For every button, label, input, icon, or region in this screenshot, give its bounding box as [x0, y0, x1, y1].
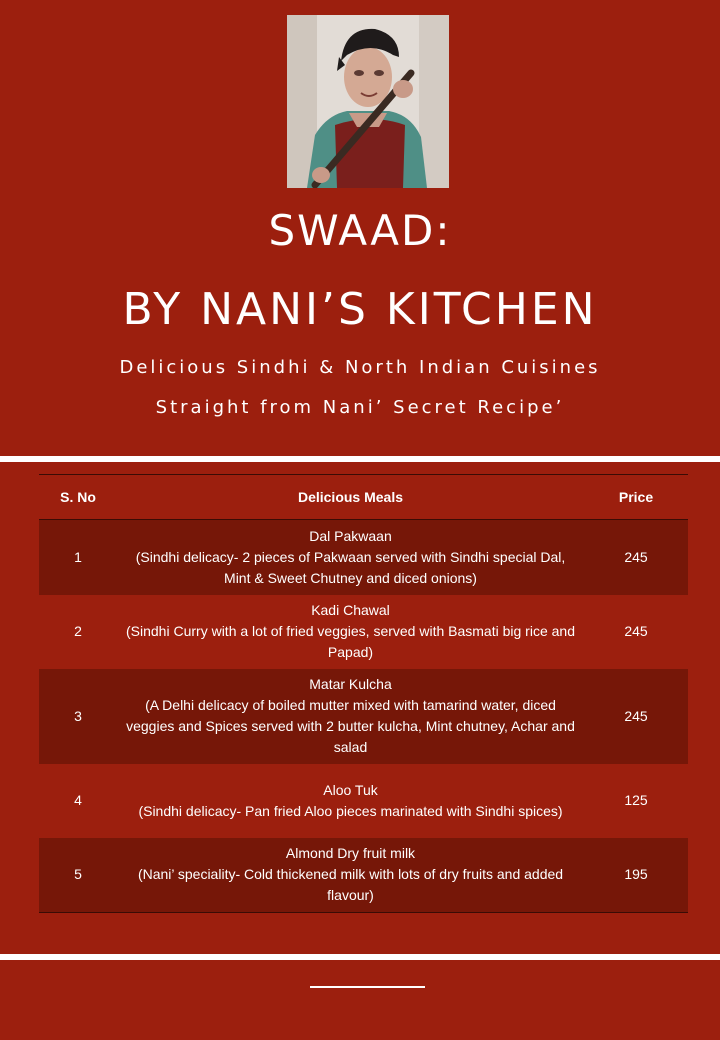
meal-name: Aloo Tuk [323, 781, 378, 798]
header-meals: Delicious Meals [117, 475, 584, 520]
meal-description: (Sindhi delicacy- Pan fried Aloo pieces marinated with Sindhi spices) [138, 802, 563, 819]
chef-photo [287, 15, 449, 188]
row-price: 125 [584, 764, 688, 838]
table-row [39, 838, 688, 913]
table-row [39, 595, 688, 669]
title-line-1: SWAAD: [268, 206, 452, 255]
footer-line [310, 986, 425, 988]
meal-description: (Sindhi delicacy- 2 pieces of Pakwaan served with Sindhi special Dal, Mint & Sweet Chutney and diced onions) [135, 548, 566, 586]
header-sno: S. No [39, 475, 117, 520]
subtitle-line-2: Straight from Nani’ Secret Recipe’ [155, 397, 565, 418]
row-sno: 2 [39, 595, 117, 669]
row-sno: 3 [39, 669, 117, 764]
table-row [39, 669, 688, 764]
meal-description: (A Delhi delicacy of boiled mutter mixed with tamarind water, diced veggies and Spices served with 2 butter kulcha, Mint chutney, Achar and salad [126, 697, 575, 755]
divider-bottom [0, 954, 720, 960]
row-meal [117, 764, 584, 838]
table-row [39, 764, 688, 838]
row-meal [117, 838, 584, 913]
meal-name: Matar Kulcha [309, 676, 392, 692]
row-meal [117, 520, 584, 595]
row-price: 245 [584, 669, 688, 764]
row-price: 245 [584, 595, 688, 669]
row-sno: 5 [39, 838, 117, 913]
meal-name: Dal Pakwaan [309, 527, 392, 544]
row-sno: 4 [39, 764, 117, 838]
row-meal [117, 669, 584, 764]
table-row [39, 520, 688, 595]
row-meal [117, 595, 584, 669]
row-sno: 1 [39, 520, 117, 595]
menu-table [39, 474, 688, 913]
row-price: 195 [584, 838, 688, 913]
meal-description: (Sindhi Curry with a lot of fried veggies, served with Basmati big rice and Papad) [126, 623, 575, 660]
meal-description: (Nani’ speciality- Cold thickened milk with lots of dry fruits and added flavour) [137, 866, 564, 904]
divider-top [0, 456, 720, 462]
row-price: 245 [584, 520, 688, 595]
meal-name: Almond Dry fruit milk [285, 845, 416, 862]
meal-name: Kadi Chawal [311, 602, 390, 618]
table-header-row [39, 475, 688, 520]
title-line-2: BY NANI’S KITCHEN [122, 284, 598, 335]
header-price: Price [584, 475, 688, 520]
subtitle-line-1: Delicious Sindhi & North Indian Cuisines [119, 357, 601, 378]
